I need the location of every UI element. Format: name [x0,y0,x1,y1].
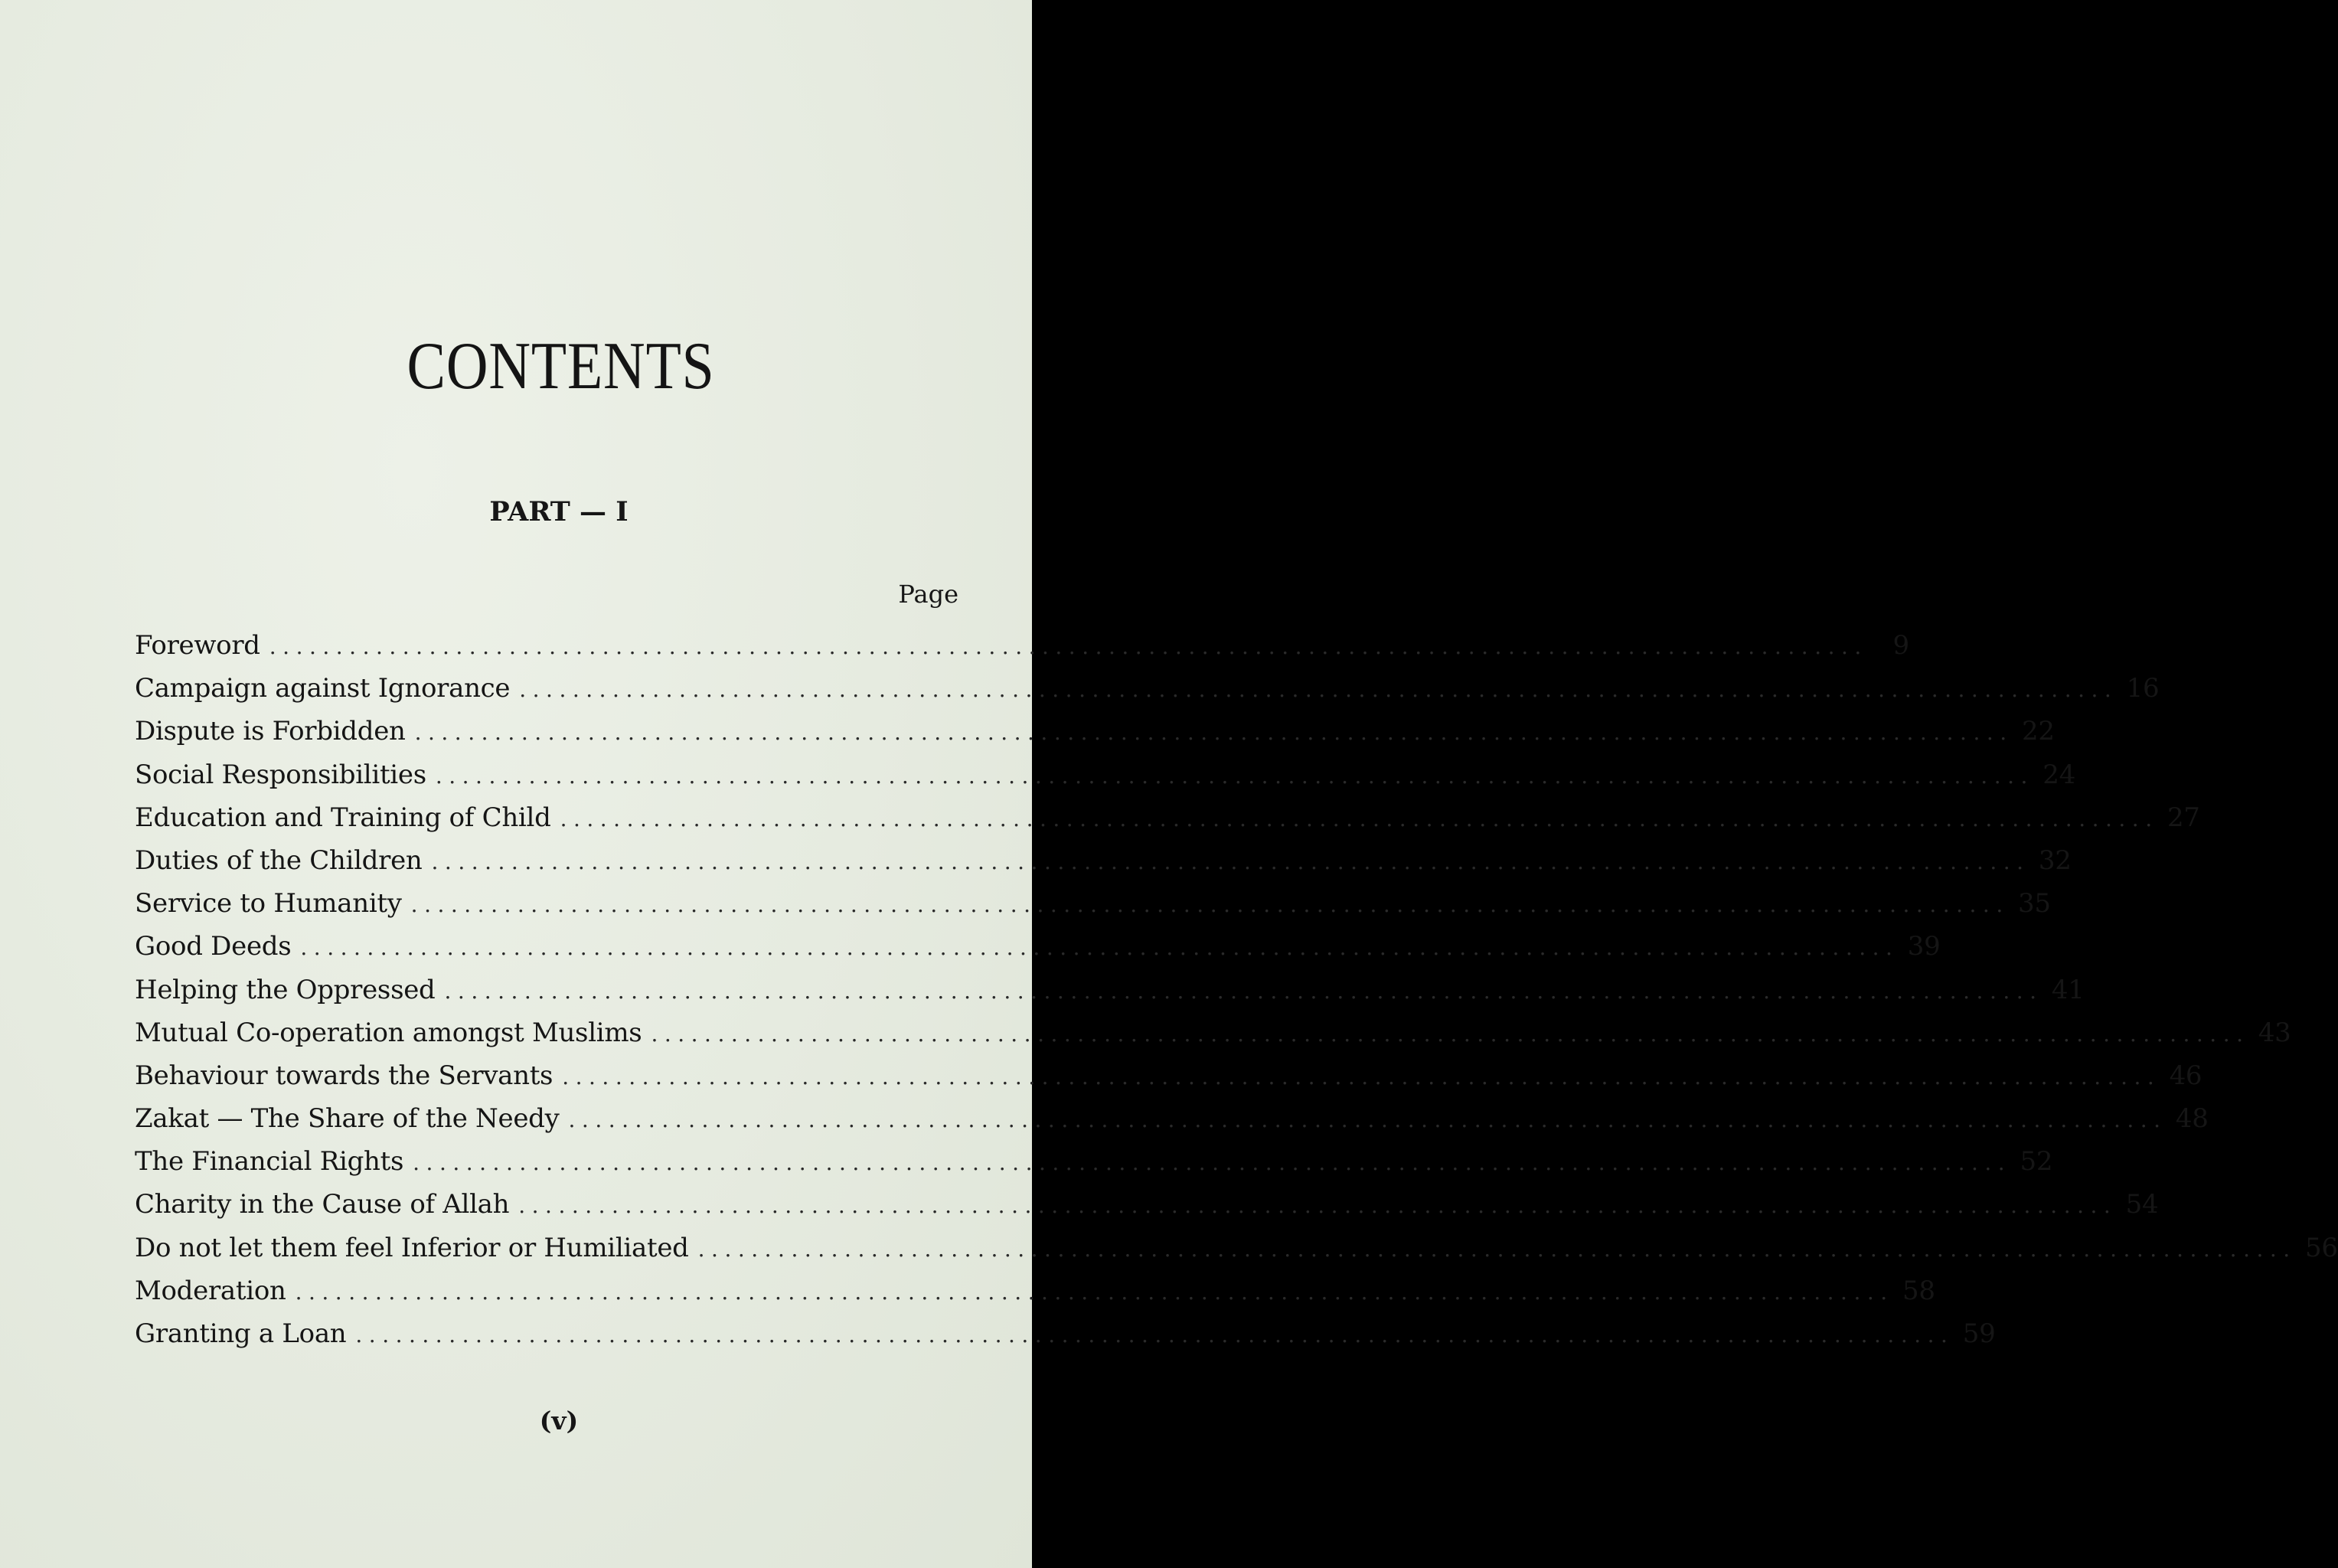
toc-entry-title: Dispute is Forbidden [135,716,406,747]
toc-entry-title: Mutual Co-operation amongst Muslims [135,1017,642,1048]
toc-entry-page: 58 [1902,1275,1935,1306]
toc-entry-page: 24 [2042,759,2075,790]
toc-entry [135,1017,2291,1060]
toc-entry-page: 35 [2018,888,2051,920]
toc-entry [135,673,2160,716]
page-title: CONTENTS [407,329,715,403]
toc-entry-page: 27 [2167,802,2200,833]
toc-entry-title: Behaviour towards the Servants [135,1060,553,1091]
page-number: (v) [539,1406,579,1436]
toc-entry-page: 9 [1892,630,1909,661]
toc-entry-title: Service to Humanity [135,888,402,920]
toc-entry-title: Campaign against Ignorance [135,673,511,704]
toc-entry-page: 52 [2020,1146,2053,1178]
toc-entry [135,931,1941,974]
page-column-header: Page [898,580,958,609]
dot-leader: ........................................................................................................................ [651,1021,2250,1047]
dot-leader: ........................................................................................................................ [560,805,2159,831]
toc-entry-page: 41 [2051,974,2085,1005]
toc-entry-page: 43 [2258,1017,2291,1048]
toc-entry [135,1232,2338,1276]
toc-entry [135,1146,2053,1189]
toc-entry-title: Granting a Loan [135,1318,347,1349]
toc-entry-title: Foreword [135,630,260,661]
toc-entry-title: Education and Training of Child [135,802,551,833]
toc-entry [135,1103,2209,1146]
toc-entry [135,1189,2159,1232]
toc-entry [135,1060,2202,1103]
dot-leader: ........................................................................................................................ [295,1279,1894,1305]
dot-leader: ........................................................................................................................ [435,763,2034,789]
toc-entry-page: 59 [1962,1318,1996,1349]
table-of-contents [135,630,2338,1361]
toc-entry [135,716,2055,759]
toc-entry [135,802,2200,845]
toc-entry [135,1275,1935,1318]
toc-entry [135,759,2075,802]
toc-entry-title: Duties of the Children [135,844,423,876]
toc-entry-title: Good Deeds [135,931,292,962]
dot-leader: ........................................................................................................................ [410,892,2010,918]
dot-leader: ........................................................................................................................ [431,848,2030,874]
toc-entry-title: Do not let them feel Inferior or Humiliated [135,1232,689,1263]
dot-leader: ........................................................................................................................ [269,634,1868,659]
toc-entry-title: Moderation [135,1275,286,1306]
dot-leader: ........................................................................................................................ [519,677,2118,703]
dot-leader: ........................................................................................................................ [413,1150,2012,1176]
toc-entry-page: 22 [2021,716,2055,747]
dot-leader: ........................................................................................................................ [300,935,1899,961]
dot-leader: ........................................................................................................................ [414,720,2013,746]
toc-entry-page: 39 [1907,931,1941,962]
toc-entry-page: 32 [2038,844,2072,876]
toc-entry-page: 48 [2175,1103,2209,1135]
dot-leader: ........................................................................................................................ [444,978,2043,1004]
toc-entry-page: 54 [2125,1189,2159,1220]
toc-entry-title: Zakat — The Share of the Needy [135,1103,560,1135]
dot-leader: ........................................................................................................................ [568,1107,2167,1133]
toc-entry-title: Social Responsibilities [135,759,426,790]
dot-leader: ........................................................................................................................ [562,1063,2161,1089]
toc-entry-title: The Financial Rights [135,1146,404,1178]
toc-entry-title: Helping the Oppressed [135,974,436,1005]
toc-entry-page: 16 [2126,673,2160,704]
toc-entry-page: 46 [2169,1060,2202,1091]
toc-entry [135,1318,1996,1361]
dot-leader: ........................................................................................................................ [355,1322,1954,1348]
dot-leader: ........................................................................................................................ [518,1193,2118,1219]
dot-leader: ........................................................................................................................ [697,1236,2297,1262]
toc-entry [135,630,1909,673]
toc-entry [135,888,2051,931]
part-heading: PART — I [489,496,629,528]
toc-entry [135,974,2085,1018]
toc-entry-page: 56 [2305,1232,2338,1263]
toc-entry [135,844,2072,888]
toc-entry-title: Charity in the Cause of Allah [135,1189,510,1220]
